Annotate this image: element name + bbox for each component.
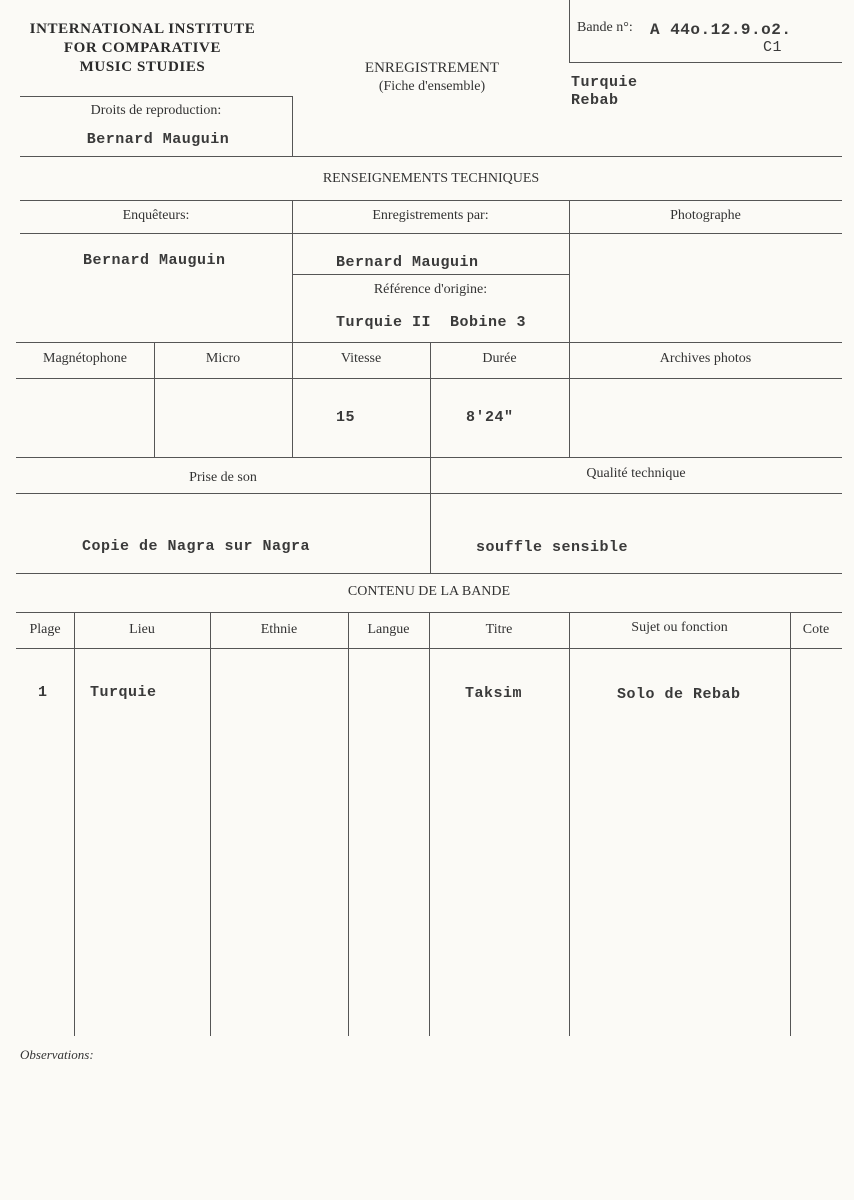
bande-number-suffix: C1	[763, 39, 783, 56]
instrument-value: Rebab	[571, 92, 619, 109]
reference-value: Turquie II Bobine 3	[336, 314, 527, 331]
contents-section-title: CONTENU DE LA BANDE	[347, 584, 511, 599]
enqueteurs-label: Enquêteurs:	[122, 208, 190, 223]
form-subtitle: (Fiche d'ensemble)	[378, 79, 486, 94]
bande-number: A 44o.12.9.o2.	[650, 21, 792, 39]
magnetophone-label: Magnétophone	[43, 351, 127, 366]
institute-line-3: MUSIC STUDIES	[79, 59, 206, 75]
vitesse-label: Vitesse	[340, 351, 382, 366]
archives-label: Archives photos	[659, 351, 752, 366]
qualite-value: souffle sensible	[476, 539, 629, 556]
institute-name	[10, 20, 275, 77]
column-header-plage: Plage	[29, 622, 61, 637]
column-header-lieu: Lieu	[129, 622, 155, 637]
droits-value: Bernard Mauguin	[86, 131, 230, 148]
enqueteurs-value: Bernard Mauguin	[83, 252, 226, 269]
form-title: ENREGISTREMENT	[364, 60, 500, 76]
row-lieu: Turquie	[90, 684, 157, 701]
reference-label: Référence d'origine:	[373, 282, 488, 297]
technical-section-title: RENSEIGNEMENTS TECHNIQUES	[322, 171, 540, 186]
column-header-ethnie: Ethnie	[260, 622, 298, 637]
institute-line-2: FOR COMPARATIVE	[63, 40, 222, 56]
droits-label: Droits de reproduction:	[90, 103, 222, 118]
column-header-cote: Cote	[802, 622, 830, 637]
country-value: Turquie	[571, 74, 638, 91]
row-sujet: Solo de Rebab	[617, 686, 741, 703]
row-plage: 1	[38, 684, 48, 701]
enregistrements-value: Bernard Mauguin	[336, 254, 479, 271]
institute-line-1: INTERNATIONAL INSTITUTE	[29, 21, 256, 37]
row-titre: Taksim	[465, 685, 523, 702]
column-header-langue: Langue	[367, 622, 410, 637]
column-header-titre: Titre	[485, 622, 513, 637]
vitesse-value: 15	[336, 409, 356, 426]
photographe-label: Photographe	[670, 208, 741, 223]
column-header-sujet: Sujet ou fonction	[631, 620, 728, 635]
bande-label: Bande n°:	[577, 20, 633, 35]
prise-value: Copie de Nagra sur Nagra	[82, 538, 311, 555]
micro-label: Micro	[205, 351, 241, 366]
duree-value: 8'24"	[466, 409, 514, 426]
duree-label: Durée	[482, 351, 517, 366]
observations-label: Observations:	[20, 1047, 94, 1062]
enregistrements-label: Enregistrements par:	[372, 208, 489, 223]
prise-label: Prise de son	[189, 470, 257, 485]
qualite-label: Qualité technique	[586, 466, 686, 481]
